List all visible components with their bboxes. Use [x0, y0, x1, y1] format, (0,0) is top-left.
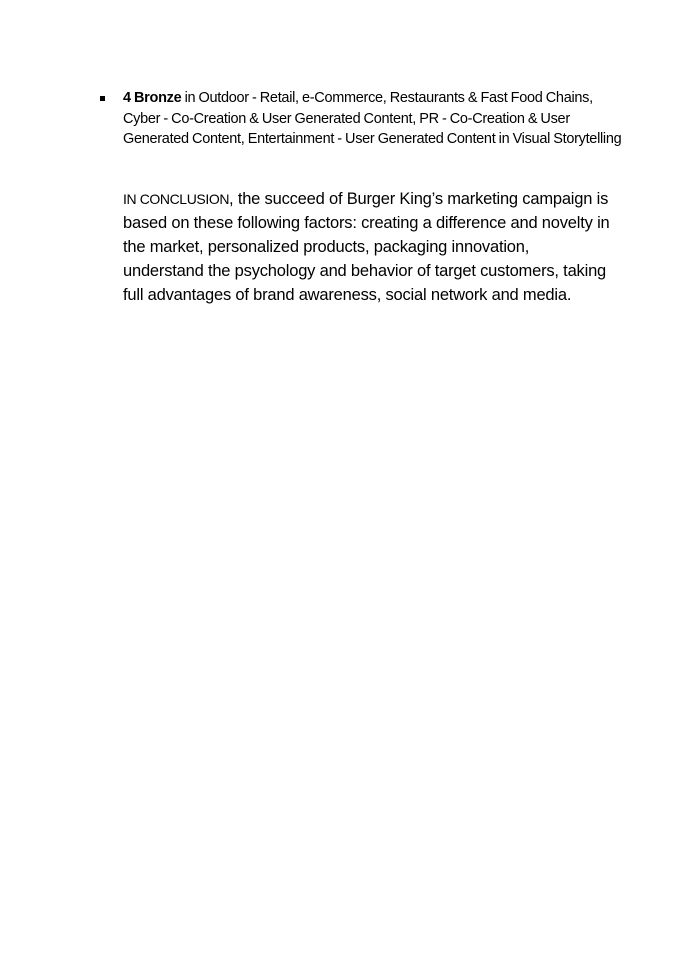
award-list-item — [100, 88, 630, 150]
square-bullet-icon — [100, 96, 105, 101]
conclusion-paragraph — [123, 187, 613, 307]
award-categories: in Outdoor - Retail, e-Commerce, Restaurants & Fast Food Chains, Cyber - Co-Creation & User Generated Content, PR - Co-Creation & User Generated Content, Entertainment - User Generated Content in Visual Storytelling — [123, 90, 622, 147]
award-count: 4 Bronze — [123, 90, 182, 106]
award-text — [123, 88, 630, 150]
conclusion-lead: IN CONCLUSION — [123, 191, 230, 207]
conclusion-body: , the succeed of Burger King’s marketing campaign is based on these following factors: creating a difference and novelty in the market, personalized products, packaging innovation, understand the psychology and behavior of target customers, taking full advantages of brand awareness, social network and media. — [123, 190, 610, 304]
